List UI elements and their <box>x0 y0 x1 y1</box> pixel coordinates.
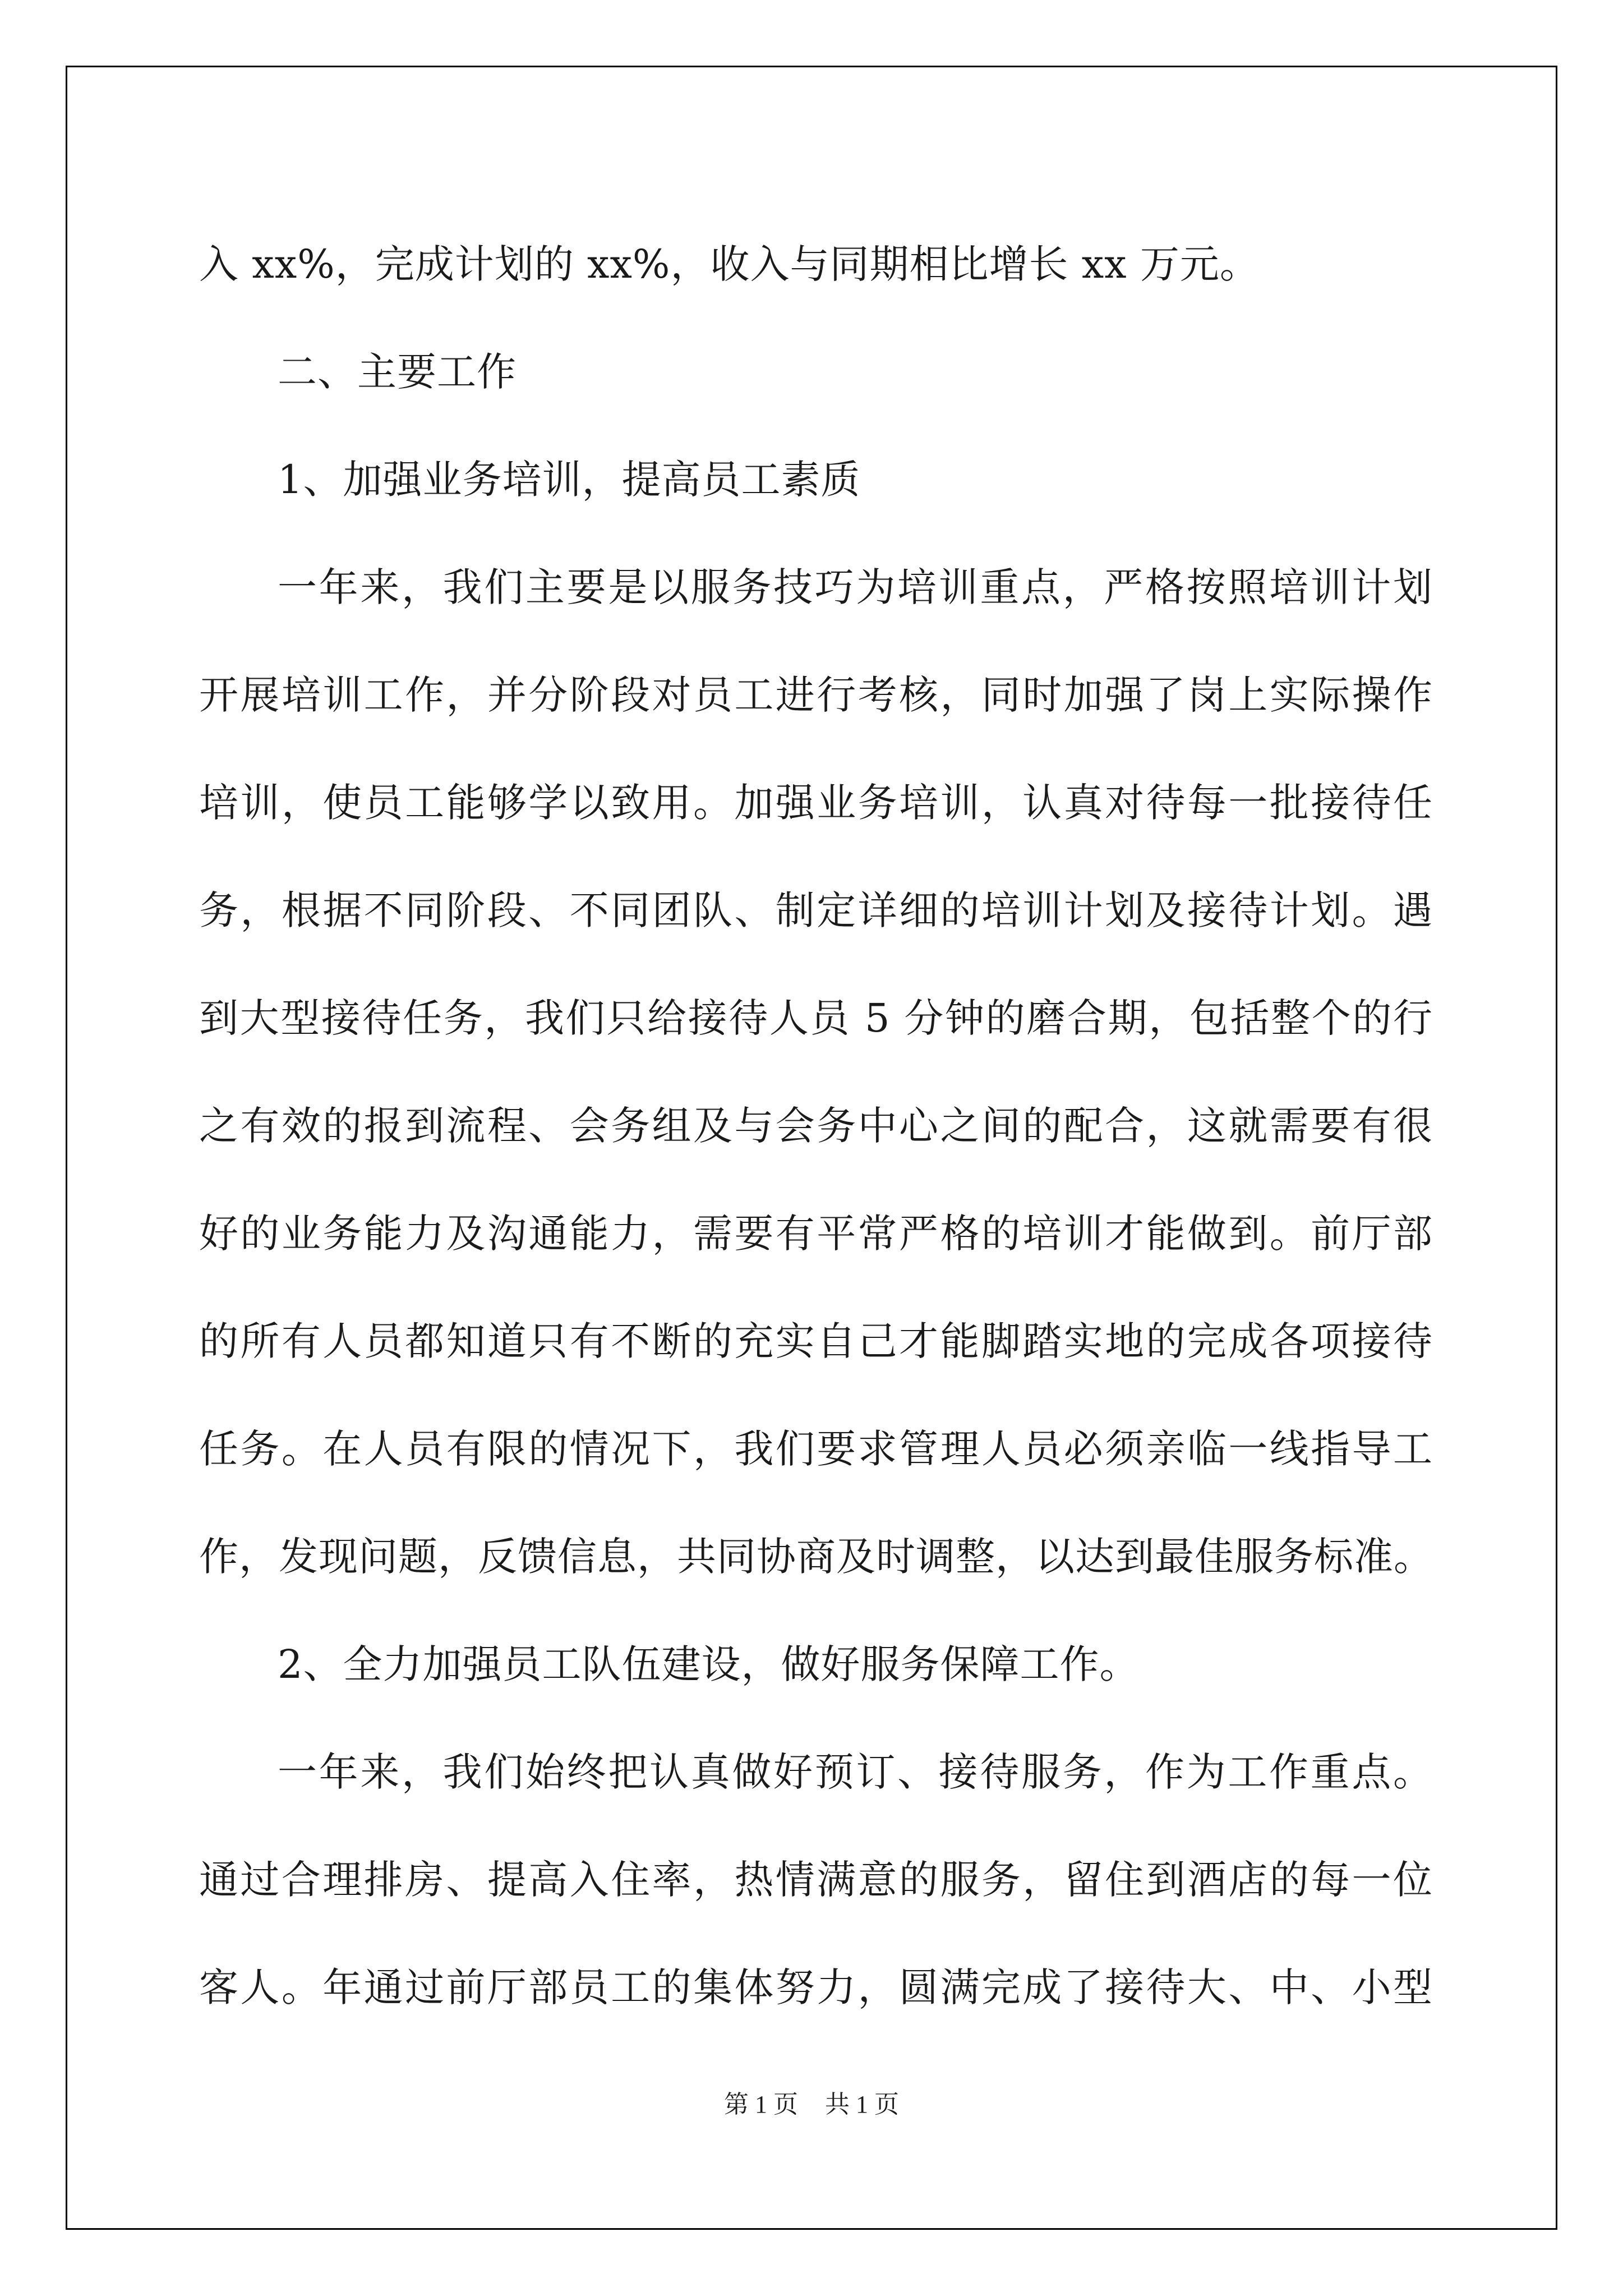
page-footer <box>0 2084 1623 2120</box>
text-line-10: 好的业务能力及沟通能力，需要有平常严格的培训才能做到。前厅部 <box>199 1211 1433 1257</box>
text-line-11: 的所有人员都知道只有不断的充实自己才能脚踏实地的完成各项接待 <box>199 1318 1433 1364</box>
page-number: 第 1 页 <box>724 2091 798 2118</box>
text-line-4: 一年来，我们主要是以服务技巧为培训重点，严格按照培训计划 <box>278 564 1433 610</box>
document-body <box>199 210 1433 2041</box>
subheading-team-building: 2、全力加强员工队伍建设，做好服务保障工作。 <box>278 1641 1140 1687</box>
text-line-8: 到大型接待任务，我们只给接待人员 5 分钟的磨合期，包括整个的行 <box>199 995 1433 1041</box>
text-line-17: 客人。年通过前厅部员工的集体努力，圆满完成了接待大、中、小型 <box>199 1964 1433 2010</box>
text-line-7: 务，根据不同阶段、不同团队、制定详细的培训计划及接待计划。遇 <box>199 887 1433 933</box>
section-heading-main-work: 二、主要工作 <box>278 349 517 395</box>
text-line-15: 一年来，我们始终把认真做好预订、接待服务，作为工作重点。 <box>278 1749 1433 1795</box>
text-line-9: 之有效的报到流程、会务组及与会务中心之间的配合，这就需要有很 <box>199 1103 1433 1149</box>
text-line-16: 通过合理排房、提高入住率，热情满意的服务，留住到酒店的每一位 <box>199 1857 1433 1903</box>
text-line-5: 开展培训工作，并分阶段对员工进行考核，同时加强了岗上实际操作 <box>199 672 1433 718</box>
text-line-1: 入 xx%，完成计划的 xx%，收入与同期相比增长 xx 万元。 <box>199 241 1260 287</box>
text-line-12: 任务。在人员有限的情况下，我们要求管理人员必须亲临一线指导工 <box>199 1426 1433 1472</box>
subheading-training: 1、加强业务培训，提高员工素质 <box>278 457 861 503</box>
text-line-13: 作，发现问题，反馈信息，共同协商及时调整，以达到最佳服务标准。 <box>199 1534 1433 1580</box>
text-line-6: 培训，使员工能够学以致用。加强业务培训，认真对待每一批接待任 <box>199 780 1433 826</box>
page-total: 共 1 页 <box>825 2091 899 2118</box>
